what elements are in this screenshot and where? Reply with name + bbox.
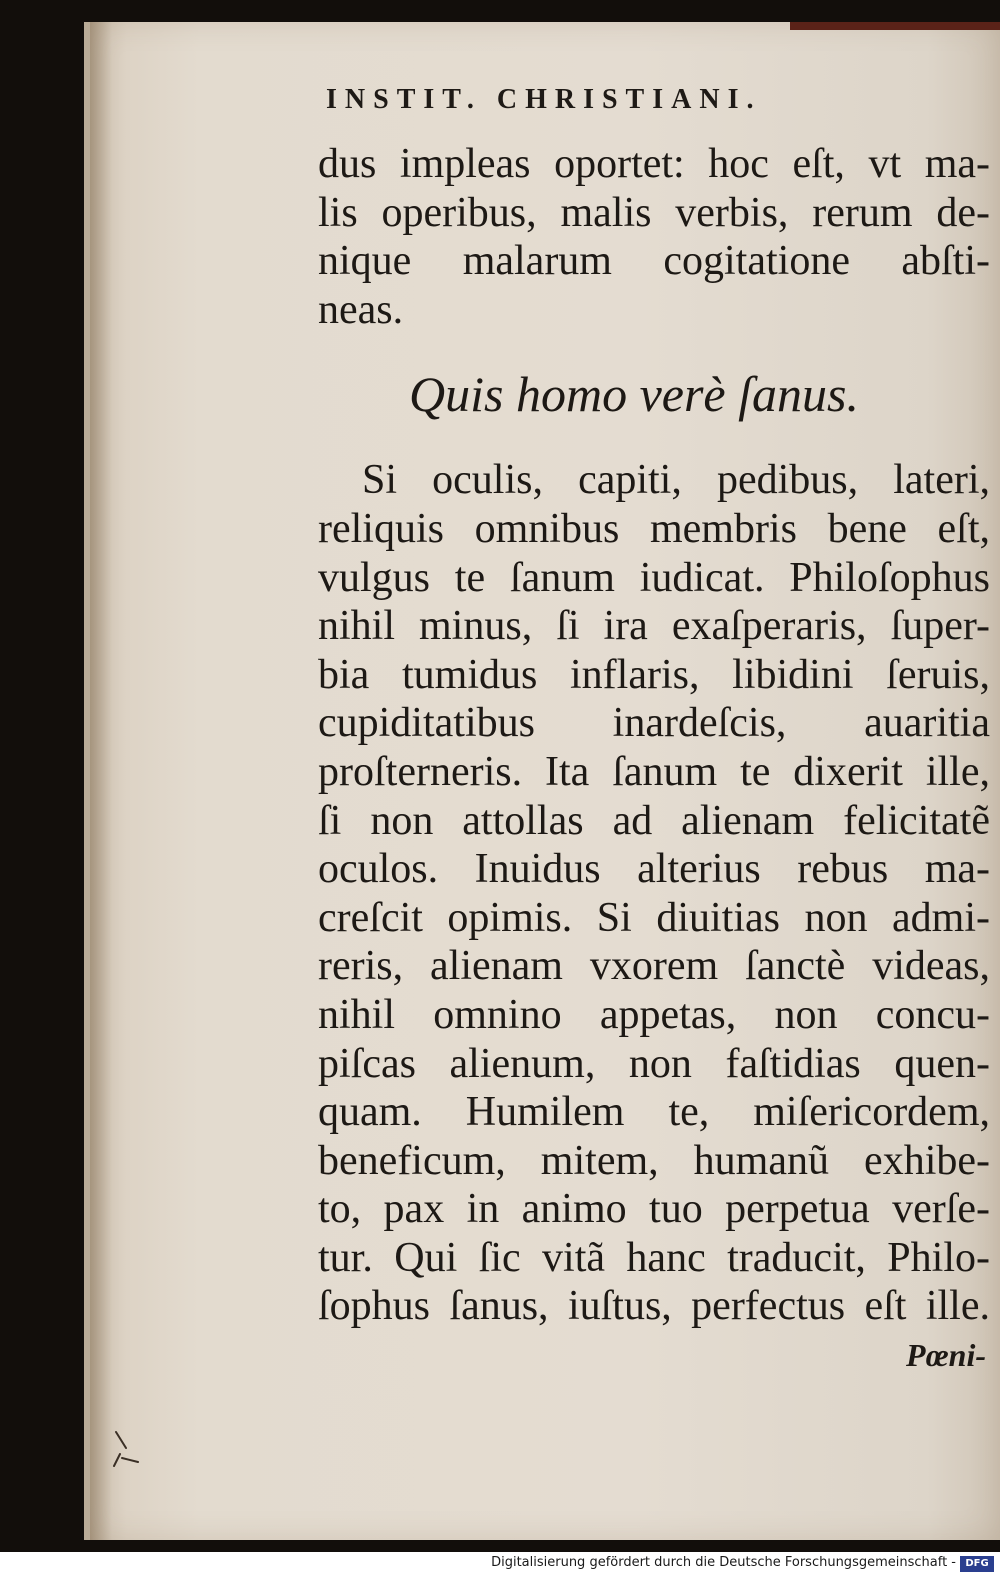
text-line: tur. Qui ſic vitã hanc traducit, Philo-: [318, 1234, 990, 1281]
section-heading: Quis homo verè ſanus.: [409, 366, 859, 423]
text-line: quam. Humilem te, miſericordem,: [318, 1089, 990, 1136]
margin-pen-mark: [108, 1428, 148, 1468]
text-line: vulgus te ſanum iudicat. Philoſophus: [318, 554, 990, 601]
text-line: nique malarum cogitatione abſti-: [318, 238, 990, 285]
text-line: beneficum, mitem, humanũ exhibe-: [318, 1137, 990, 1184]
red-page-edge: [790, 22, 1000, 30]
text-line: reliquis omnibus membris bene eſt,: [318, 505, 990, 552]
text-line: nihil omnino appetas, non concu-: [318, 991, 990, 1038]
text-line: neas.: [318, 286, 404, 333]
text-line: cupiditatibus inardeſcis, auaritia: [318, 700, 990, 747]
body-paragraph: [318, 456, 990, 1331]
page-gutter-shadow: [90, 22, 112, 1540]
text-line: dus impleas oportet: hoc eſt, vt ma-: [318, 141, 990, 187]
text-line: lis operibus, malis verbis, rerum de-: [318, 189, 990, 236]
footer-credit: Digitalisierung gefördert durch die Deutsche Forschungsgemeinschaft -: [491, 1555, 956, 1570]
running-head: INSTIT. CHRISTIANI.: [326, 84, 762, 115]
dfg-logo: DFG: [960, 1556, 994, 1572]
text-line: oculos. Inuidus alterius rebus ma-: [318, 846, 990, 893]
text-line: nihil minus, ſi ira exaſperaris, ſuper-: [318, 603, 990, 650]
text-line: ſophus ſanus, iuſtus, perfectus eſt ille.: [318, 1283, 990, 1330]
text-line: ſi non attollas ad alienam felicitatẽ: [318, 797, 990, 844]
text-line: creſcit opimis. Si diuitias non admi-: [318, 894, 990, 941]
text-line: to, pax in animo tuo perpetua verſe-: [318, 1186, 990, 1233]
text-line: Si oculis, capiti, pedibus, lateri,: [362, 457, 990, 504]
text-line: bia tumidus inflaris, libidini ſeruis,: [318, 651, 990, 698]
text-line: proſterneris. Ita ſanum te dixerit ille,: [318, 748, 990, 795]
digitization-footer: [0, 1552, 1000, 1577]
text-block: [318, 140, 990, 1374]
intro-paragraph: [318, 140, 990, 334]
text-line: piſcas alienum, non faſtidias quen-: [318, 1040, 990, 1087]
catchword: Pœni-: [906, 1337, 986, 1374]
text-line: reris, alienam vxorem ſanctè videas,: [318, 943, 990, 990]
